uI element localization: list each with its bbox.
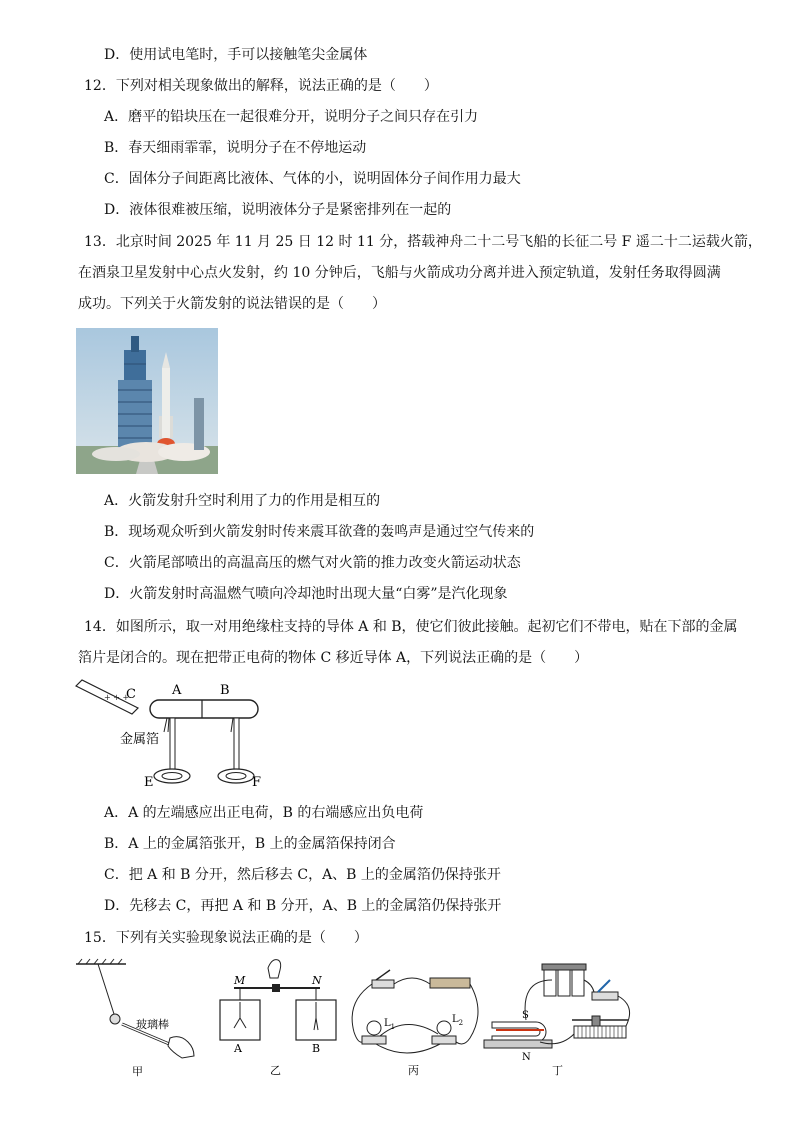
label-f: F: [252, 775, 262, 790]
lamp-l2-icon: [437, 1021, 451, 1035]
q14-stem-line1: 14．如图所示，取一对用绝缘柱支持的导体 A 和 B，使它们彼此接触。起初它们不带电，贴在下部的金属: [84, 619, 738, 635]
q15-stem: 15．下列有关实验现象说法正确的是（ ）: [84, 930, 368, 946]
rocket-launch-photo: [76, 328, 218, 474]
q13-option-c: C．火箭尾部喷出的高温高压的燃气对火箭的推力改变火箭运动状态: [104, 555, 521, 571]
label-foil: 金属箔: [120, 732, 160, 747]
q13-stem-line1: 13．北京时间 2025 年 11 月 25 日 12 时 11 分，搭载神舟二十二号飞船的长征二号 F 遥二十二运载火箭，: [84, 234, 762, 250]
conductor-ab: [150, 700, 258, 718]
hand-icon: [268, 960, 281, 978]
q14-option-a: A．A 的左端感应出正电荷，B 的右端感应出负电荷: [104, 805, 424, 821]
lamp-l1-icon: [367, 1021, 381, 1035]
label-n: N: [312, 974, 322, 987]
label-e: E: [144, 775, 154, 790]
label-s: S: [522, 1010, 529, 1021]
conductor-diagram: [74, 676, 274, 794]
q13-stem-line2: 在酒泉卫星发射中心点火发射，约 10 分钟后，飞船与火箭成功分离并进入预定轨道，发射任务取得圆满: [78, 265, 721, 281]
svg-text:+ + +: + + +: [104, 693, 130, 702]
q11-option-d: D．使用试电笔时，手可以接触笔尖金属体: [104, 47, 368, 63]
figure-yi: [212, 952, 342, 1078]
label-b: B: [312, 1042, 321, 1055]
label-l1: $L_1$: [384, 1018, 396, 1031]
label-l2: $L_2$: [452, 1014, 464, 1027]
battery-icon: [430, 978, 470, 988]
q12-option-c: C．固体分子间距离比液体、气体的小，说明固体分子间作用力最大: [104, 171, 521, 187]
label-a: A: [234, 1042, 242, 1055]
q14-option-d: D．先移去 C，再把 A 和 B 分开，A、B 上的金属箔仍保持张开: [104, 898, 502, 914]
label-glass-rod: 玻璃棒: [136, 1018, 169, 1031]
label-m: M: [234, 974, 246, 987]
label-n: N: [522, 1052, 531, 1063]
q12-option-a: A．磨平的铅块压在一起很难分开，说明分子之间只存在引力: [104, 109, 479, 125]
caption-jia: 甲: [132, 1065, 143, 1078]
q14-option-b: B．A 上的金属箔张开，B 上的金属箔保持闭合: [104, 836, 396, 852]
caption-yi: 乙: [270, 1064, 281, 1077]
q13-option-b: B．现场观众听到火箭发射时传来震耳欲聋的轰鸣声是通过空气传来的: [104, 524, 535, 540]
q13-stem-line3: 成功。下列关于火箭发射的说法错误的是（ ）: [78, 296, 386, 312]
q14-stem-line2: 箔片是闭合的。现在把带正电荷的物体 C 移近导体 A，下列说法正确的是（ ）: [78, 650, 589, 666]
hand-icon: [168, 1037, 194, 1058]
q13-option-a: A．火箭发射升空时利用了力的作用是相互的: [104, 493, 381, 509]
figure-ding: [480, 960, 636, 1078]
horseshoe-magnet-icon: [484, 1022, 552, 1048]
label-c: C: [126, 687, 136, 702]
q12-option-d: D．液体很难被压缩，说明液体分子是紧密排列在一起的: [104, 202, 452, 218]
figure-jia: [74, 958, 204, 1078]
pith-ball: [110, 1014, 120, 1024]
figure-bing: [346, 962, 486, 1078]
q12-option-b: B．春天细雨霏霏，说明分子在不停地运动: [104, 140, 367, 156]
q12-stem: 12．下列对相关现象做出的解释，说法正确的是（ ）: [84, 78, 438, 94]
switch-icon: [372, 980, 394, 988]
switch-icon: [592, 992, 618, 1000]
q14-option-c: C．把 A 和 B 分开，然后移去 C，A、B 上的金属箔仍保持张开: [104, 867, 501, 883]
label-a: A: [172, 683, 182, 698]
label-b: B: [220, 683, 230, 698]
caption-bing: 丙: [408, 1064, 419, 1077]
caption-ding: 丁: [552, 1064, 563, 1077]
q13-option-d: D．火箭发射时高温燃气喷向冷却池时出现大量“白雾”是汽化现象: [104, 586, 508, 602]
rheostat-icon: [572, 1016, 628, 1038]
